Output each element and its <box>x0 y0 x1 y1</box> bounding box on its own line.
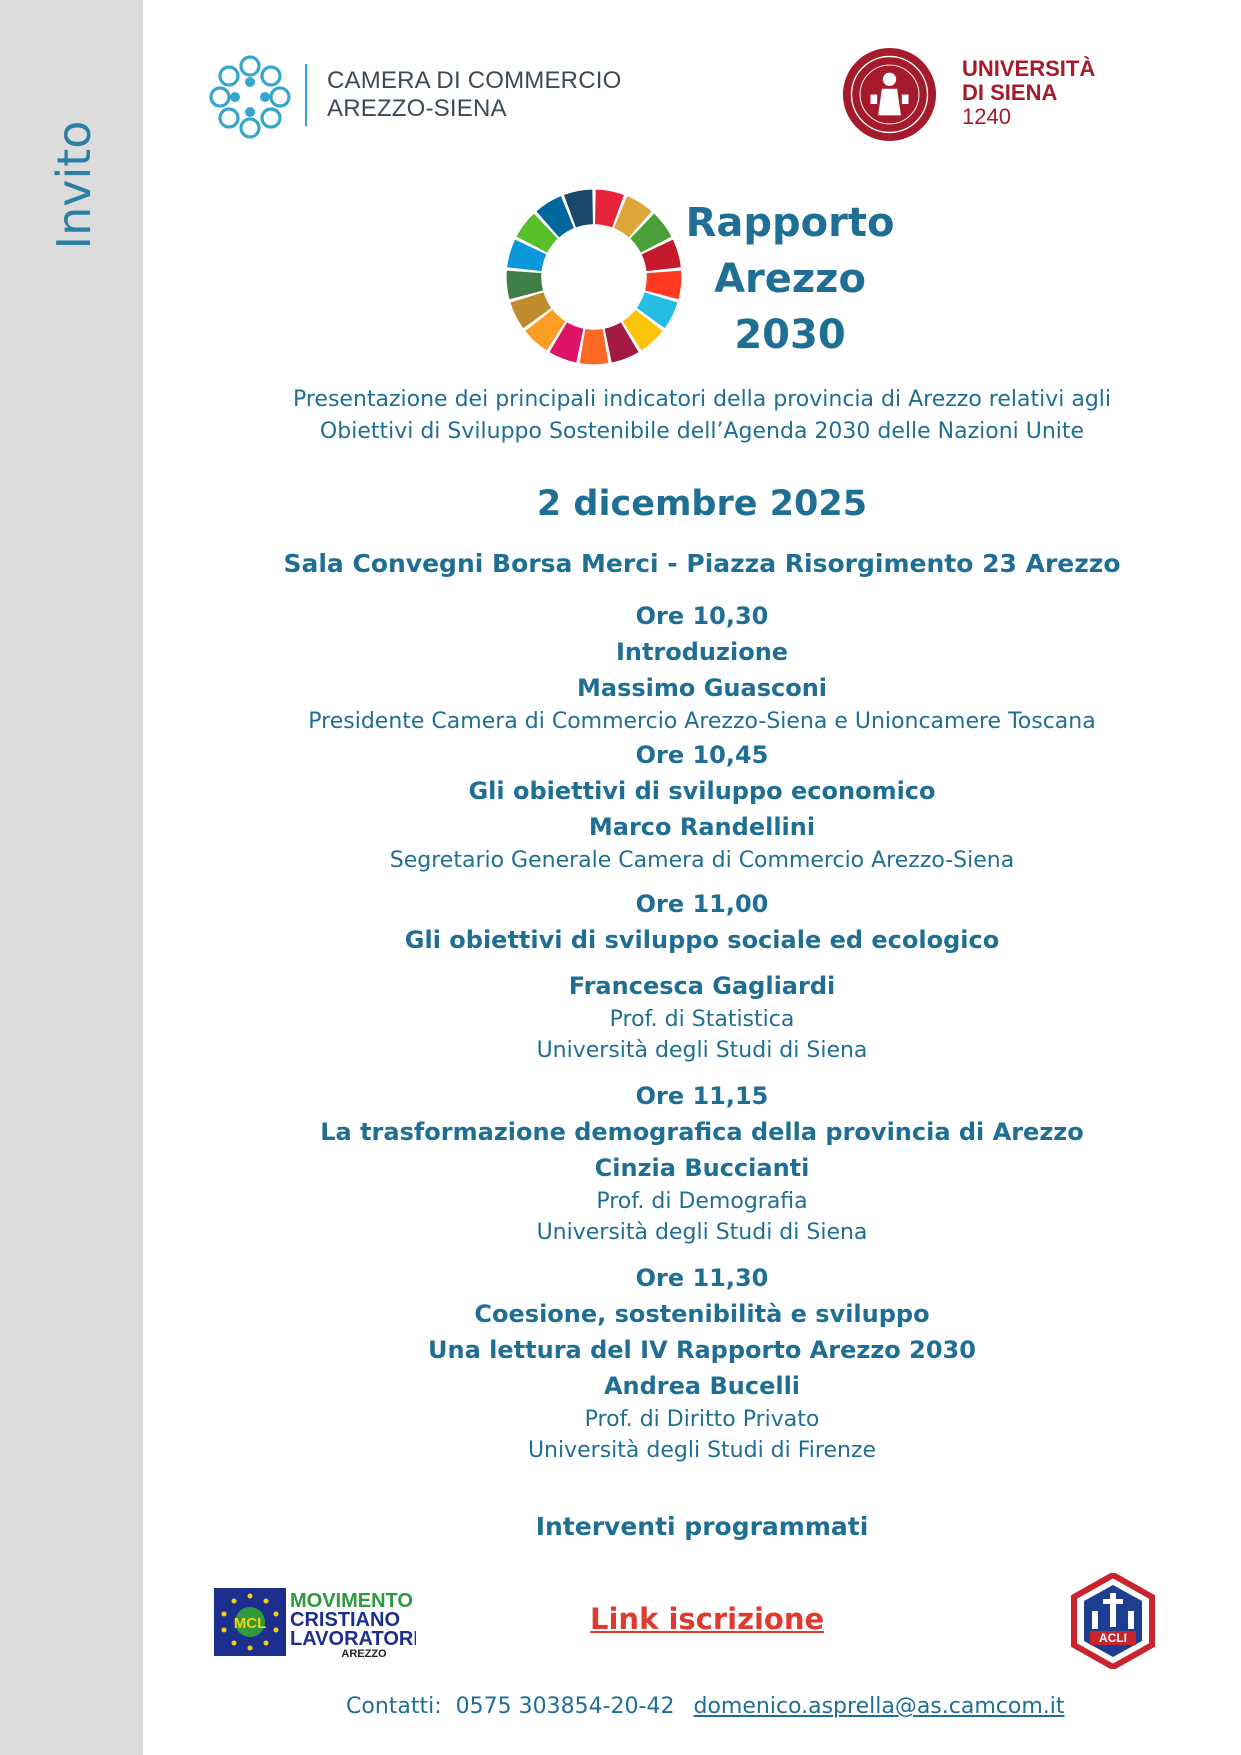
contacts-email-link[interactable]: domenico.asprella@as.camcom.it <box>693 1694 1065 1719</box>
unisi-line1: UNIVERSITÀ <box>962 56 1096 81</box>
agenda-item <box>262 737 1142 876</box>
agenda-topic: Introduzione <box>615 638 789 666</box>
agenda-topic: Coesione, sostenibilità e sviluppo <box>474 1300 930 1328</box>
event-date: 2 dicembre 2025 <box>536 484 868 524</box>
mcl-logo <box>214 1586 416 1658</box>
contacts <box>346 1694 1064 1719</box>
agenda-item <box>262 1078 1142 1248</box>
sdg-wheel-icon <box>503 186 685 368</box>
mcl-line3: LAVORATORI <box>290 1628 416 1650</box>
agenda-time: Ore 11,00 <box>635 890 769 918</box>
camera-name-line1: CAMERA DI COMMERCIO <box>327 67 622 94</box>
camera-commercio-logo-icon <box>205 52 295 142</box>
agenda-topic-secondary: Una lettura del IV Rapporto Arezzo 2030 <box>428 1336 976 1364</box>
agenda-item <box>262 886 1142 1066</box>
registration-link[interactable]: Link iscrizione <box>590 1602 825 1636</box>
mcl-line1: MOVIMENTO <box>290 1590 413 1612</box>
mcl-line4: AREZZO <box>341 1648 387 1658</box>
camera-commercio-name <box>327 67 621 123</box>
unisi-name <box>962 57 1095 129</box>
title-line2: Arezzo <box>714 256 866 302</box>
agenda-role: Presidente Camera di Commercio Arezzo-Siena e Unioncamere Toscana <box>308 709 1096 734</box>
agenda-time: Ore 10,45 <box>635 741 769 769</box>
mcl-badge-text: MCL <box>233 1615 267 1632</box>
subtitle-line2: Obiettivi di Sviluppo Sostenibile dell’Agenda 2030 delle Nazioni Unite <box>319 419 1085 444</box>
agenda-item <box>262 598 1142 737</box>
agenda-speaker: Andrea Bucelli <box>603 1372 801 1400</box>
sdg-segment <box>580 329 609 364</box>
acli-logo-icon <box>1070 1573 1156 1669</box>
agenda-speaker: Cinzia Buccianti <box>594 1154 810 1182</box>
page-title <box>680 195 900 363</box>
agenda-speaker: Francesca Gagliardi <box>568 972 836 1000</box>
subtitle <box>262 384 1142 448</box>
mcl-emblem-icon <box>214 1586 416 1658</box>
agenda-role: Prof. di Diritto Privato <box>584 1407 820 1432</box>
agenda-topic: La trasformazione demografica della provincia di Arezzo <box>320 1118 1084 1146</box>
contacts-label: Contatti: <box>346 1694 442 1719</box>
event-venue: Sala Convegni Borsa Merci - Piazza Risorgimento 23 Arezzo <box>283 549 1121 578</box>
unisi-seal-icon <box>842 47 937 142</box>
unisi-line2: DI SIENA <box>962 80 1058 105</box>
sidebar-label: Invito <box>47 120 101 250</box>
agenda-time: Ore 10,30 <box>635 602 769 630</box>
agenda-affiliation: Università degli Studi di Firenze <box>527 1438 877 1463</box>
agenda-item <box>262 1260 1142 1466</box>
agenda <box>262 598 1142 1466</box>
agenda-affiliation: Università degli Studi di Siena <box>536 1038 868 1063</box>
agenda-topic: Gli obiettivi di sviluppo economico <box>468 777 936 805</box>
subtitle-line1: Presentazione dei principali indicatori della provincia di Arezzo relativi agli <box>292 387 1112 412</box>
logo-divider <box>305 64 307 126</box>
agenda-speaker: Massimo Guasconi <box>576 674 828 702</box>
camera-name-line2: AREZZO-SIENA <box>327 95 507 122</box>
agenda-speaker: Marco Randellini <box>588 813 816 841</box>
title-line1: Rapporto <box>685 200 895 246</box>
sidebar <box>0 0 143 1755</box>
interventi-heading: Interventi programmati <box>535 1512 869 1541</box>
agenda-role: Prof. di Demografia <box>596 1189 808 1214</box>
unisi-year: 1240 <box>962 104 1011 129</box>
agenda-topic: Gli obiettivi di sviluppo sociale ed ecologico <box>404 926 1000 954</box>
agenda-time: Ore 11,30 <box>635 1264 769 1292</box>
agenda-role: Segretario Generale Camera di Commercio Arezzo-Siena <box>389 848 1015 873</box>
acli-label: ACLI <box>1099 1631 1127 1645</box>
agenda-time: Ore 11,15 <box>635 1082 769 1110</box>
contacts-phone: 0575 303854-20-42 <box>455 1694 675 1719</box>
agenda-affiliation: Università degli Studi di Siena <box>536 1220 868 1245</box>
title-line3: 2030 <box>734 312 846 358</box>
mcl-line2: CRISTIANO <box>290 1609 400 1631</box>
agenda-role: Prof. di Statistica <box>609 1007 795 1032</box>
